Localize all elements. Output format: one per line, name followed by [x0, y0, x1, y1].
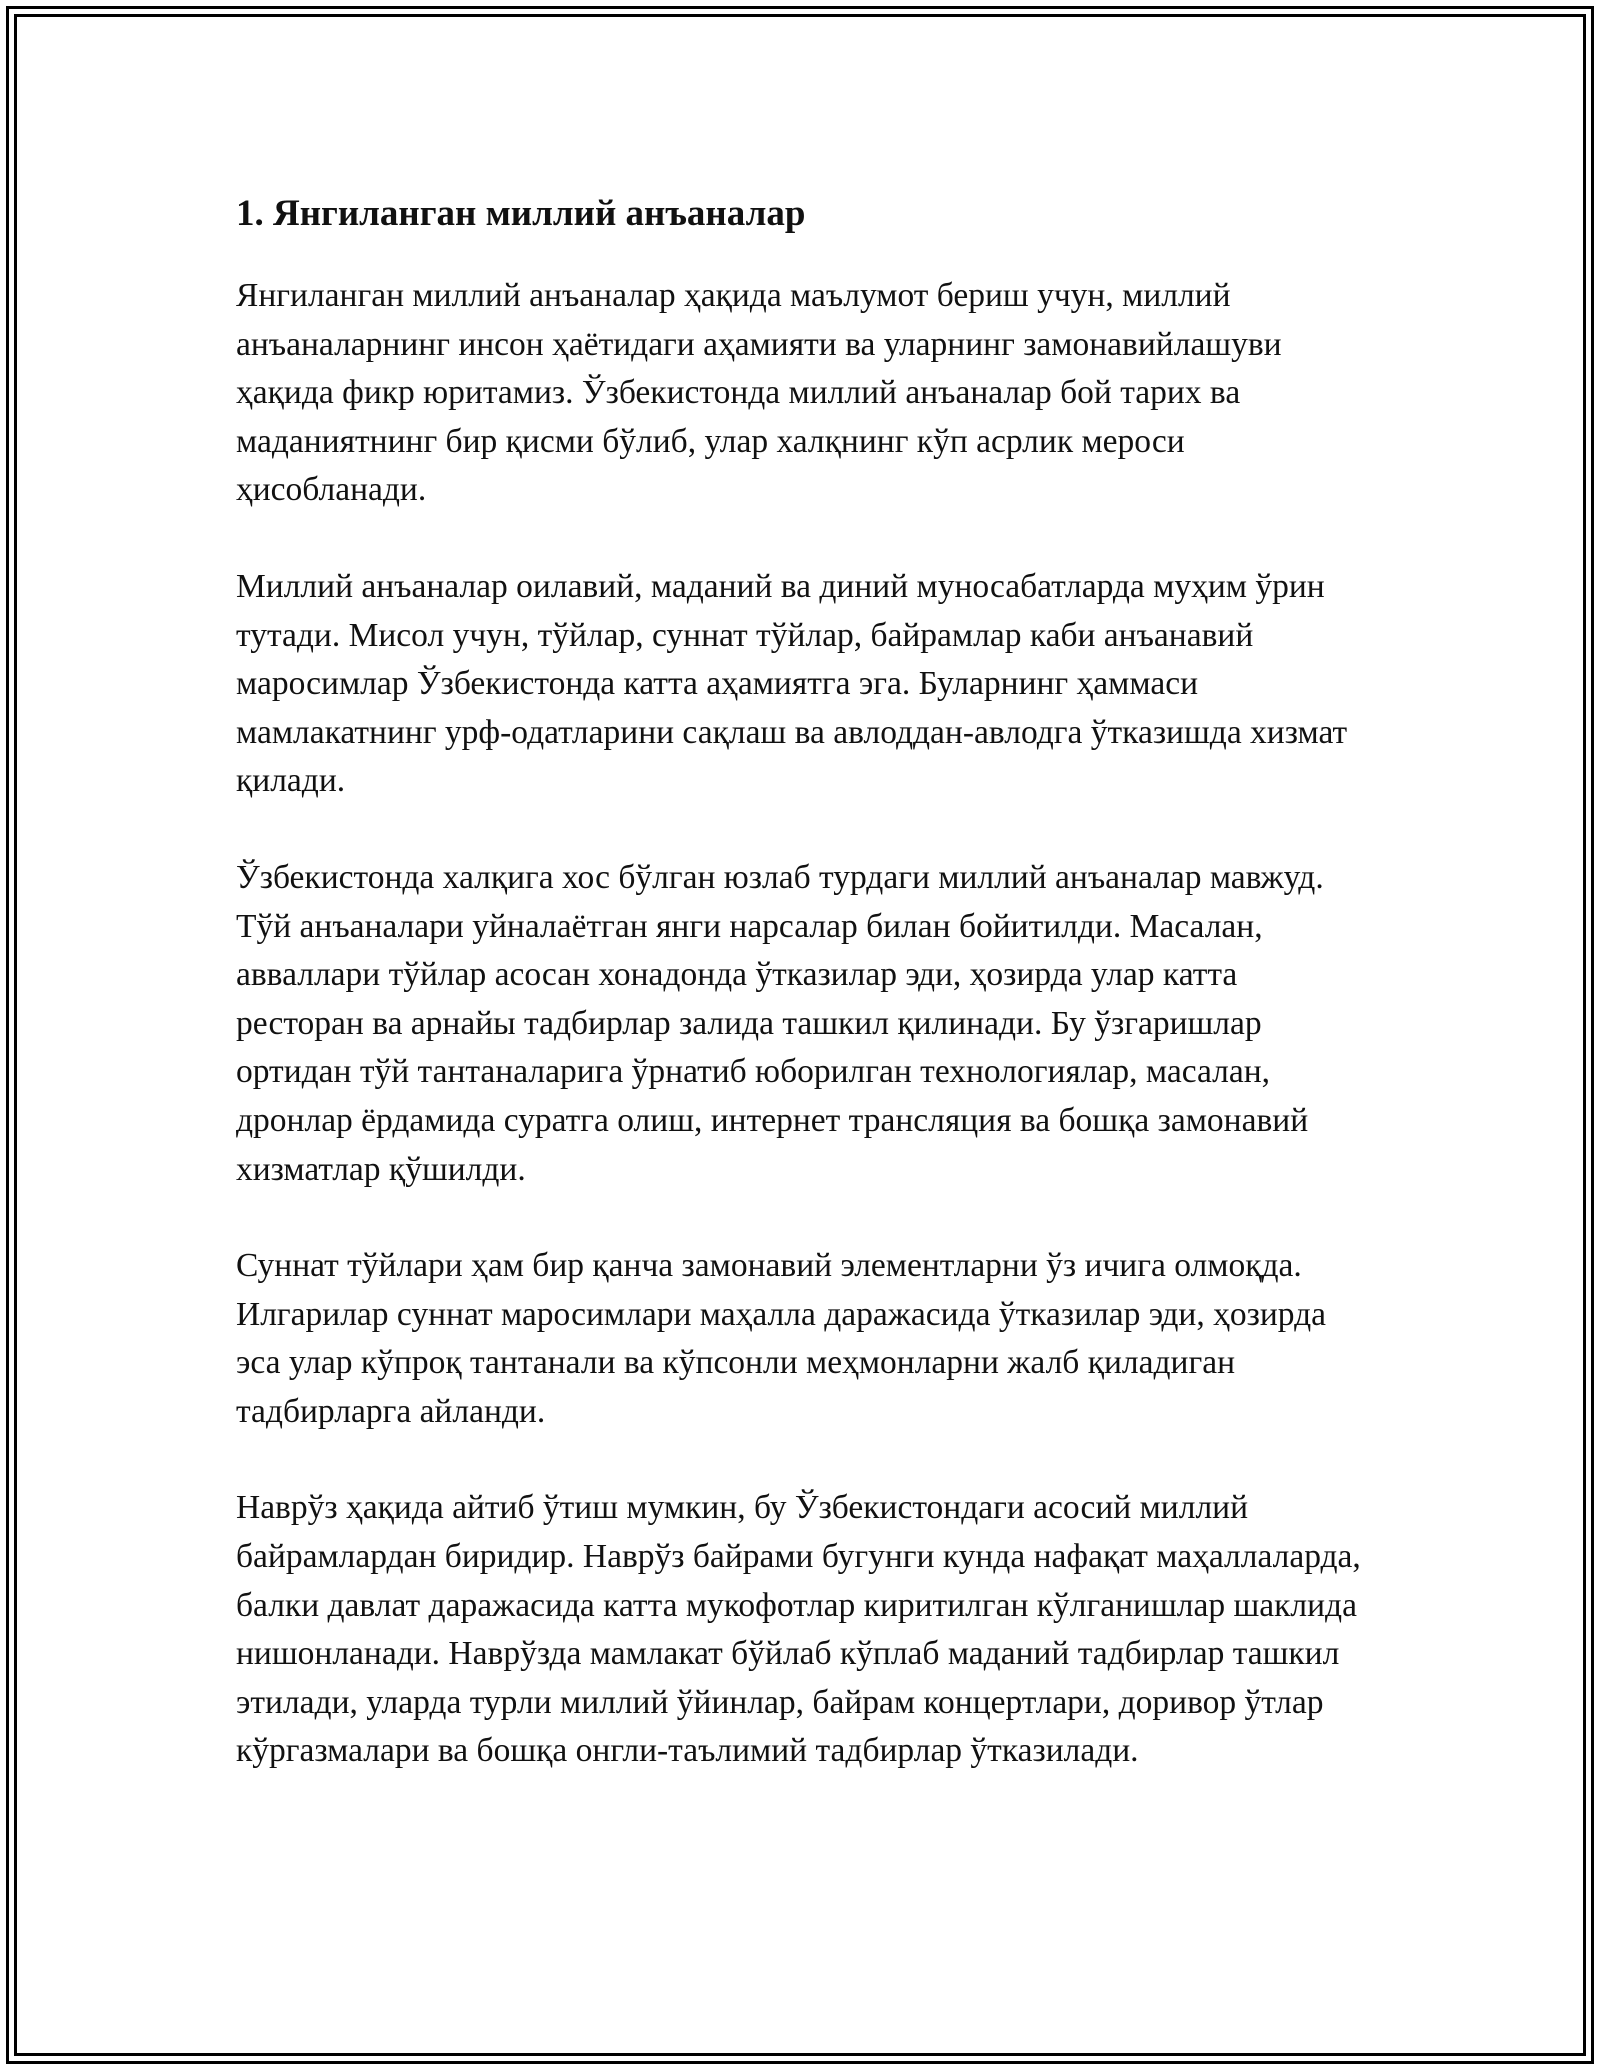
paragraph-3: Ўзбекистонда халқига хос бўлган юзлаб турдаги миллий анъаналар мавжуд. Тўй анъаналари уйналаётган янги нарсалар билан бойитилди. Масалан, авваллари тўйлар асосан хонадонда ўтказилар эди, ҳозирда улар катта ресторан ва арнайы тадбирлар залида ташкил қилинади. Бу ўзгаришлар ортидан тўй тантаналарига ўрнатиб юборилган технологиялар, масалан, дронлар ёрдамида суратга олиш, интернет трансляция ва бошқа замонавий хизматлар қўшилди.: [236, 858, 1324, 1188]
paragraph-1: Янгиланган миллий анъаналар ҳақида маълумот бериш учун, миллий анъаналарнинг инсон ҳаётидаги аҳамияти ва уларнинг замонавийлашуви ҳақида фикр юритамиз. Ўзбекистонда миллий анъаналар бой тарих ва маданиятнинг бир қисми бўлиб, улар халқнинг кўп асрлик мероси ҳисобланади.: [236, 277, 1282, 509]
paragraph-4: Суннат тўйлари ҳам бир қанча замонавий элементларни ўз ичига олмоқда. Илгарилар суннат маросимлари маҳалла даражасида ўтказилар эди, ҳозирда эса улар кўпроқ тантанали ва кўпсонли меҳмонларни жалб қиладиган тадбирларга айланди.: [236, 1247, 1326, 1430]
section-heading: 1. Янгиланган миллий анъаналар: [236, 193, 806, 234]
paragraph-2: Миллий анъаналар оилавий, маданий ва диний муносабатларда муҳим ўрин тутади. Мисол учун, тўйлар, суннат тўйлар, байрамлар каби анъанавий маросимлар Ўзбекистонда катта аҳамиятга эга. Буларнинг ҳаммаси мамлакатнинг урф-одатларини сақлаш ва авлоддан-авлодга ўтказишда хизмат қилади.: [236, 567, 1348, 800]
document-body: [236, 186, 1366, 1824]
paragraph-5: Наврўз ҳақида айтиб ўтиш мумкин, бу Ўзбекистондаги асосий миллий байрамлардан биридир. Наврўз байрами бугунги кунда нафақат маҳаллаларда, балки давлат даражасида катта мукофотлар киритилган кўлганишлар шаклида нишонланади. Наврўзда мамлакат бўйлаб кўплаб маданий тадбирлар ташкил этилади, уларда турли миллий ўйинлар, байрам концертлари, доривор ўтлар кўргазмалари ва бошқа онгли-таълимий тадбирлар ўтказилади.: [236, 1489, 1361, 1770]
